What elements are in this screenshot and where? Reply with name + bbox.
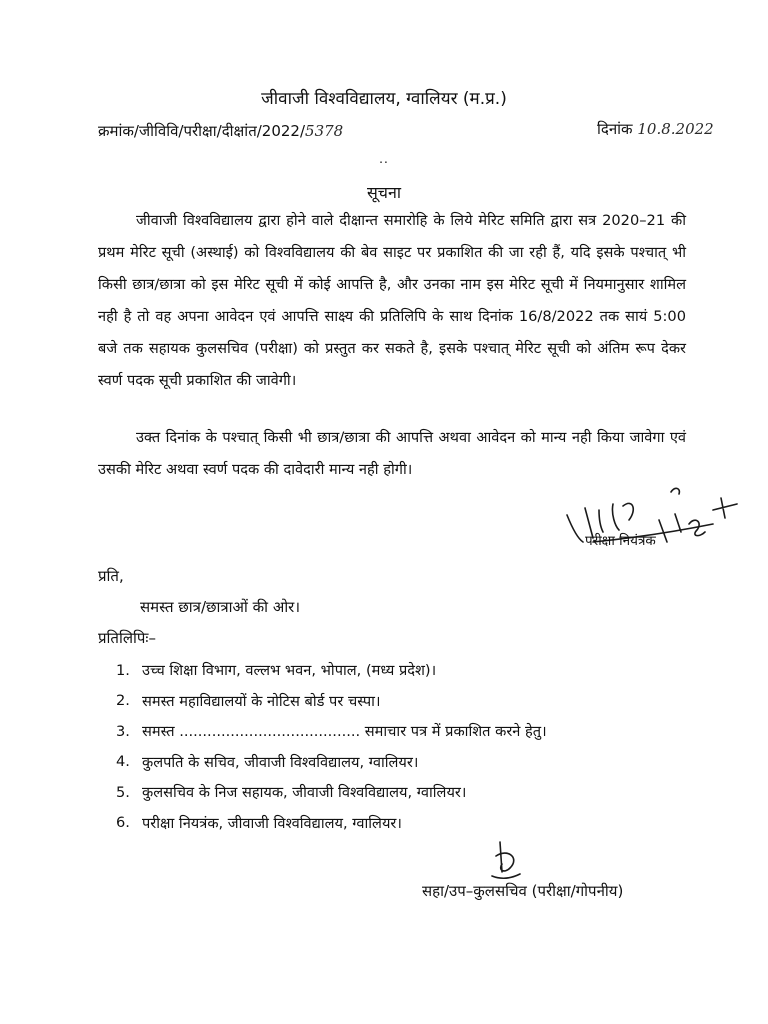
list-item	[116, 655, 547, 686]
to-label: प्रति,	[98, 567, 124, 585]
notice-heading: सूचना	[366, 183, 401, 202]
list-item	[116, 747, 547, 778]
signature-stroke	[492, 842, 520, 878]
list-item-number: 3.	[116, 722, 130, 740]
list-item-number: 5.	[116, 783, 130, 801]
assistant-registrar-signature	[486, 838, 526, 882]
signature-date-stroke	[659, 488, 737, 542]
list-item	[116, 808, 547, 839]
list-item-text: समस्त महाविद्यालयों के नोटिस बोर्ड पर चस्पा।	[142, 692, 381, 710]
list-item-number: 4.	[116, 753, 130, 771]
list-item-number: 6.	[116, 814, 130, 832]
university-title: जीवाजी विश्वविद्यालय, ग्वालियर (म.प्र.)	[261, 89, 507, 109]
recipient: समस्त छात्र/छात्राओं की ओर।	[140, 598, 300, 616]
list-item-text: परीक्षा नियत्रंक, जीवाजी विश्वविद्यालय, ग्वालियर।	[142, 814, 402, 832]
list-item-text: उच्च शिक्षा विभाग, वल्लभ भवन, भोपाल, (मध्य प्रदेश)।	[142, 662, 437, 680]
notice-paragraph-2: उक्त दिनांक के पश्चात् किसी भी छात्र/छात्रा की आपत्ति अथवा आवेदन को मान्य नही किया जावेगा एवं उसकी मेरिट अथवा स्वर्ण पदक की दावेदारी मान्य नही होगी।	[98, 429, 686, 478]
controller-designation: परीक्षा नियंत्रक	[585, 533, 656, 549]
copy-to-list	[116, 655, 547, 838]
copy-to-label: प्रतिलिपिः–	[98, 629, 156, 647]
reference-number: 5378	[305, 122, 344, 140]
list-item	[116, 686, 547, 717]
list-item-text: कुलपति के सचिव, जीवाजी विश्वविद्यालय, ग्वालियर।	[142, 753, 419, 771]
reference-line	[98, 121, 343, 141]
list-item-text: कुलसचिव के निज सहायक, जीवाजी विश्वविद्यालय, ग्वालियर।	[142, 784, 467, 802]
date-value: 10.8.2022	[637, 120, 714, 138]
list-item-number: 1.	[116, 661, 130, 679]
list-item-text: समस्त ....................................... समाचार पत्र में प्रकाशित करने हेतु।	[142, 723, 547, 741]
reference-prefix: क्रमांक/जीविवि/परीक्षा/दीक्षांत/2022/	[98, 122, 306, 140]
assistant-registrar-designation: सहा/उप–कुलसचिव (परीक्षा/गोपनीय)	[422, 882, 624, 900]
separator: ..	[379, 152, 389, 166]
list-item-number: 2.	[116, 692, 130, 710]
list-item	[116, 716, 547, 747]
notice-paragraph-1: जीवाजी विश्वविद्यालय द्वारा होने वाले दीक्षान्त समारोहि के लिये मेरिट समिति द्वारा सत्र 2020–21 की प्रथम मेरिट सूची (अस्थाई) को विश्वविद्यालय की बेव साइट पर प्रकाशित की जा रही हैं, यदि इसके पश्चात् भी किसी छात्र/छात्रा को इस मेरिट सूची में कोई आपत्ति है, और उनका नाम इस मेरिट सूची में नियमानुसार शामिल नही है तो वह अपना आवेदन एवं आपत्ति साक्ष्य की प्रतिलिपि के साथ दिनांक 16/8/2022 तक सायं 5:00 बजे तक सहायक कुलसचिव (परीक्षा) को प्रस्तुत कर सकते है, इसके पश्चात् मेरिट सूची को अंतिम रूप देकर स्वर्ण पदक सूची प्रकाशित की जावेगी।	[98, 212, 686, 389]
date-label: दिनांक	[597, 120, 633, 138]
date-line	[597, 119, 714, 139]
list-item	[116, 777, 547, 808]
